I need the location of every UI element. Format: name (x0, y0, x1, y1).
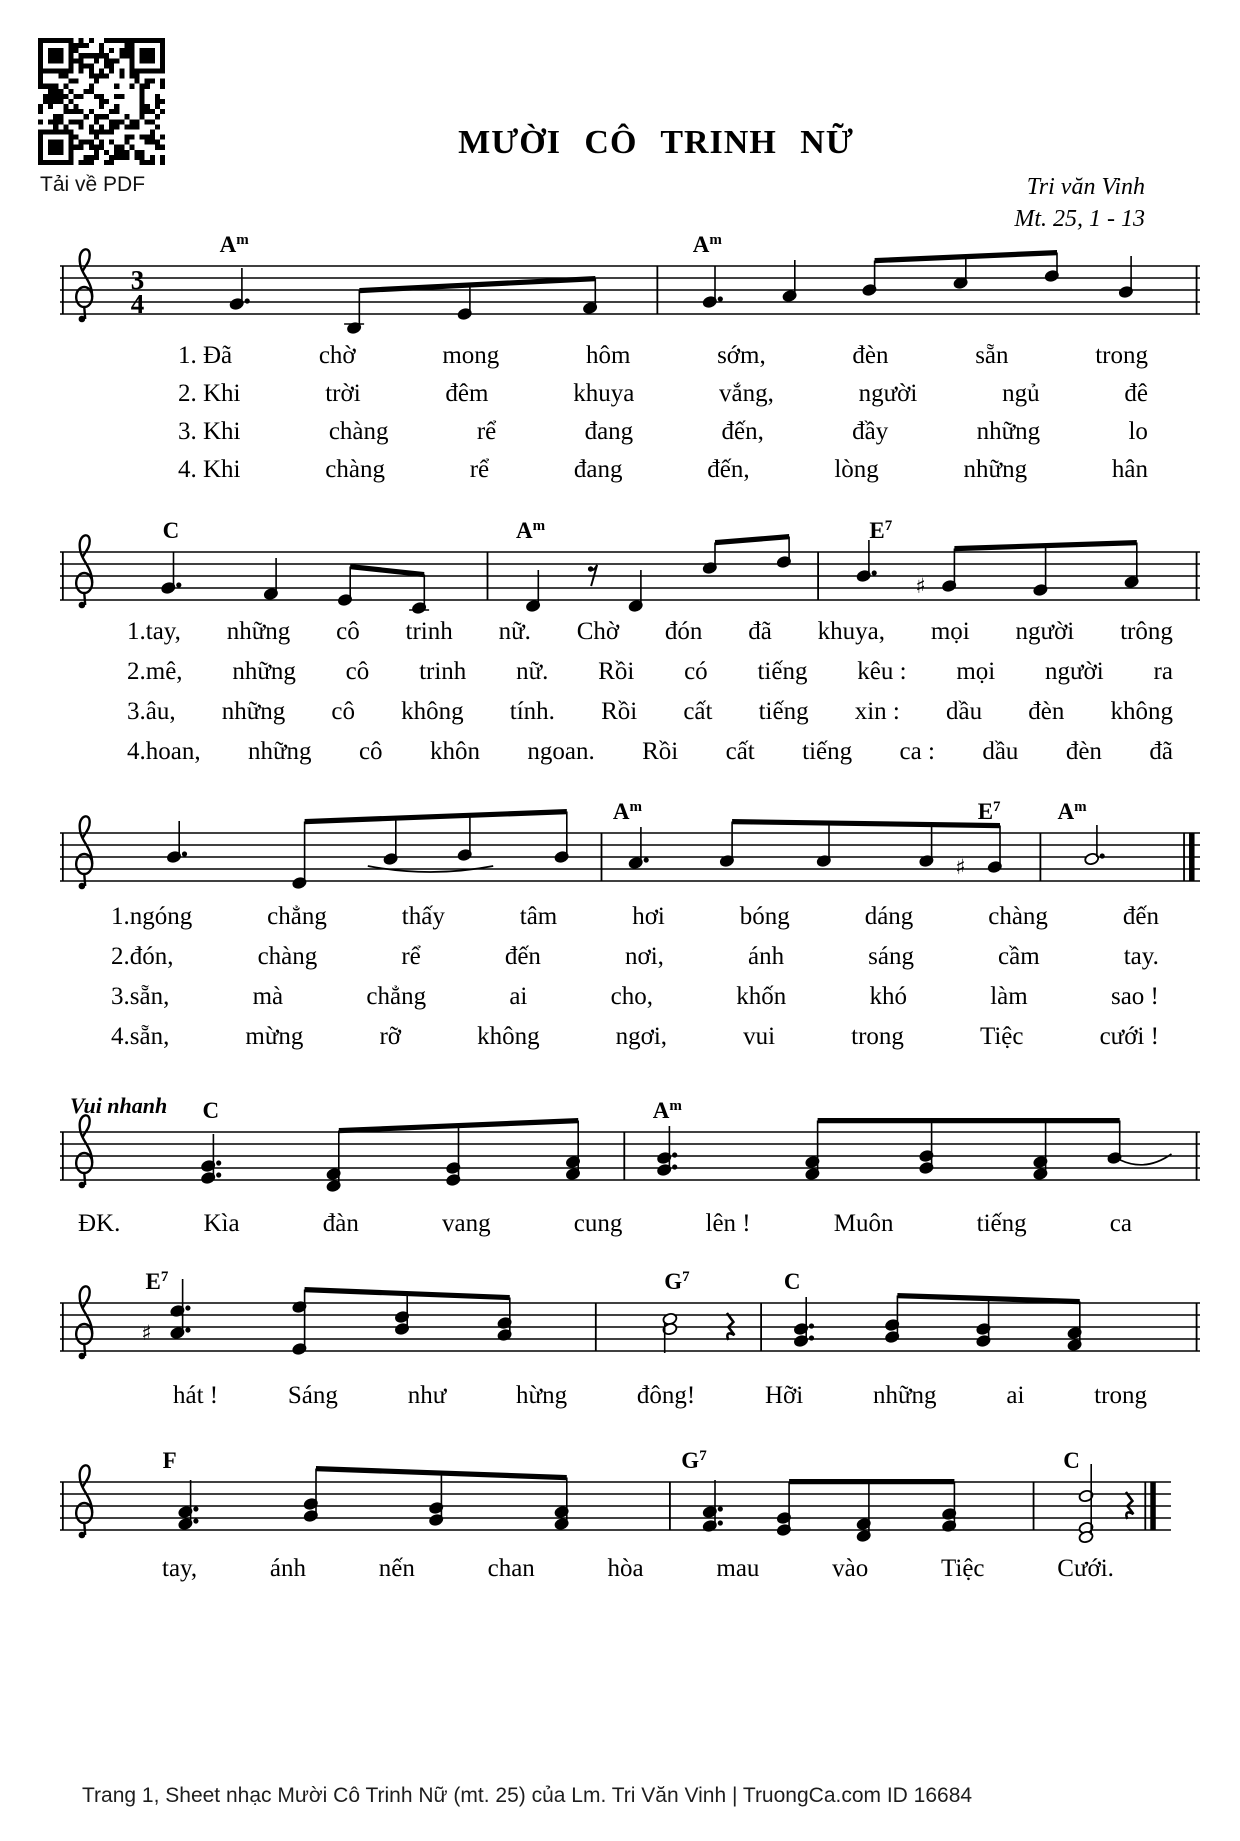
lyric-word: cho, (610, 983, 653, 1010)
lyric-word: kêu : (857, 658, 907, 685)
lyric-word: những (248, 738, 312, 765)
lyric-word: Rồi (598, 658, 635, 685)
footer-text: Trang 1, Sheet nhạc Mười Cô Trinh Nữ (mt. 25) của Lm. Tri Văn Vinh | TruongCa.com ID 16684 (82, 1784, 973, 1807)
lyric-word: cất (725, 738, 755, 765)
lyric-word: ra (1153, 658, 1173, 685)
lyric-word: chàng (325, 456, 385, 483)
lyric-word: ánh (269, 1555, 307, 1582)
lyric-word: hát ! (173, 1382, 219, 1409)
lyric-word: sẵn (975, 342, 1009, 369)
lyric-word: hân (1111, 456, 1148, 483)
lyric-word: mau (716, 1555, 760, 1582)
lyric-word: chẳng (267, 903, 327, 930)
lyric-word: hòa (607, 1555, 644, 1582)
lyric-word: 3.âu, (127, 698, 176, 725)
lyric-word: những (873, 1382, 937, 1409)
lyric-word: không (477, 1023, 540, 1050)
lyric-line (178, 342, 1148, 370)
lyric-word: sáng (868, 943, 914, 970)
lyric-word: đã (748, 618, 772, 645)
tempo-marking: Vui nhanh (70, 1093, 168, 1118)
lyric-line (127, 618, 1173, 646)
svg-text:♯: ♯ (955, 855, 966, 879)
lyric-word: rể (476, 418, 497, 445)
lyric-word: trong (1095, 342, 1148, 369)
lyric-word: tay. (1123, 943, 1159, 970)
lyric-word: vào (832, 1555, 869, 1582)
lyric-line (111, 983, 1159, 1011)
lyric-word: dầu (982, 738, 1019, 765)
lyric-word: đã (1149, 738, 1173, 765)
lyric-word: chờ (318, 342, 356, 369)
lyric-word: Rồi (601, 698, 638, 725)
scripture-reference: Mt. 25, 1 - 13 (1014, 206, 1145, 232)
lyric-word: 2. Khi (178, 380, 241, 407)
lyric-word: đang (573, 456, 623, 483)
lyric-word: những (976, 418, 1041, 445)
staff-notation (63, 534, 1197, 615)
lyric-line (178, 418, 1148, 446)
chord-label: C (162, 518, 180, 543)
lyric-word: ngơi, (615, 1023, 668, 1050)
lyric-word: tiếng (757, 658, 808, 685)
staff-notation (63, 1279, 1197, 1359)
lyric-word: người (1045, 658, 1104, 685)
lyric-word: 2.đón, (111, 943, 174, 970)
staff-system-4 (60, 1092, 1208, 1224)
lyric-line (178, 380, 1148, 408)
lyric-word: nữ. (516, 658, 549, 685)
lyric-word: 2.mê, (127, 658, 183, 685)
lyric-word: đêm (445, 380, 489, 407)
lyric-word: lên ! (705, 1210, 751, 1237)
lyric-word: ĐK. (78, 1210, 121, 1237)
lyric-word: đến, (721, 418, 764, 445)
lyric-word: Chờ (576, 618, 620, 645)
lyric-word: rỡ (379, 1023, 401, 1050)
staff-system-1 (60, 226, 1208, 358)
lyric-word: đến (1122, 903, 1159, 930)
lyric-word: Tiệc (941, 1555, 985, 1582)
lyric-word: cung (573, 1210, 623, 1237)
lyric-word: tay, (162, 1555, 198, 1582)
lyric-word: chan (487, 1555, 535, 1582)
lyric-word: tâm (519, 903, 558, 930)
lyric-word: 4.sẵn, (111, 1023, 170, 1050)
lyric-word: chàng (257, 943, 318, 970)
page-title: MƯỜI CÔ TRINH NỮ (458, 124, 854, 161)
lyric-word: mọi (956, 658, 996, 685)
lyric-word: ngoan. (527, 738, 595, 765)
lyric-word: ai (1006, 1382, 1025, 1409)
time-signature: 3 (130, 265, 145, 295)
chord-label: $A^m$ (692, 232, 722, 257)
lyric-word: ai (509, 983, 528, 1010)
lyric-word: 1.tay, (127, 618, 181, 645)
lyric-word: khôn (429, 738, 480, 765)
lyric-word: Rồi (642, 738, 679, 765)
download-pdf-label[interactable]: Tải về PDF (40, 173, 146, 196)
chord-label: $A^m$ (612, 799, 643, 824)
lyric-word: đèn (1028, 698, 1065, 725)
lyric-word: hừng (516, 1382, 568, 1409)
svg-text:♯: ♯ (915, 574, 926, 598)
chord-label: $A^m$ (652, 1098, 682, 1123)
lyric-word: cô (358, 738, 383, 765)
lyric-word: không (1110, 698, 1173, 725)
lyric-word: chẳng (366, 983, 427, 1010)
lyric-line (78, 1210, 1132, 1238)
lyric-word: ca (1109, 1210, 1132, 1237)
chord-label: $G^7$ (664, 1269, 690, 1294)
lyric-word: nến (378, 1555, 415, 1582)
lyric-word: như (407, 1382, 447, 1409)
composer-name: Tri văn Vinh (1026, 174, 1145, 200)
chord-label: $A^m$ (219, 232, 249, 257)
lyric-word: cô (331, 698, 356, 725)
lyric-line (162, 1555, 1114, 1583)
lyric-word: trinh (419, 658, 467, 685)
lyric-word: Hỡi (764, 1382, 804, 1409)
staff-notation (63, 1115, 1197, 1192)
lyric-word: Sáng (287, 1382, 338, 1409)
lyric-word: 3. Khi (178, 418, 241, 445)
staff-system-5 (60, 1263, 1208, 1395)
chord-label: $E^7$ (145, 1269, 169, 1294)
lyric-word: có (684, 658, 708, 685)
lyric-word: rể (469, 456, 490, 483)
chord-label: $A^m$ (1057, 799, 1087, 824)
lyric-word: tiếng (976, 1210, 1027, 1237)
lyric-word: ca : (899, 738, 935, 765)
lyric-word: vắng, (719, 380, 774, 407)
lyric-word: Muôn (833, 1210, 894, 1237)
lyric-word: cưới ! (1099, 1023, 1159, 1050)
lyric-word: khốn (736, 983, 787, 1010)
lyric-word: cầm (998, 943, 1040, 970)
lyric-word: xin : (854, 698, 900, 725)
lyric-line (127, 658, 1173, 686)
lyric-word: những (221, 698, 286, 725)
lyric-word: nữ. (498, 618, 531, 645)
lyric-word: cất (683, 698, 713, 725)
lyric-word: 4.hoan, (127, 738, 201, 765)
lyric-word: chàng (988, 903, 1048, 930)
lyric-word: mừng (245, 1023, 304, 1050)
lyric-line (173, 1382, 1147, 1410)
lyric-word: tiếng (802, 738, 853, 765)
lyric-word: những (226, 618, 291, 645)
lyric-line (178, 456, 1148, 484)
lyric-word: lòng (834, 456, 879, 483)
lyric-line (127, 698, 1173, 726)
lyric-word: đê (1124, 380, 1148, 407)
lyric-word: 1.ngóng (111, 903, 193, 930)
lyric-word: những (963, 456, 1028, 483)
chord-label: C (202, 1098, 220, 1123)
download-pdf-link[interactable] (38, 38, 165, 197)
lyric-word: dầu (945, 698, 983, 725)
lyric-word: thấy (401, 903, 445, 930)
lyric-word: đèn (1065, 738, 1102, 765)
qr-code[interactable] (38, 38, 165, 165)
lyric-word: những (232, 658, 296, 685)
chord-label: C (1063, 1448, 1080, 1473)
lyric-line (111, 943, 1159, 971)
staff-notation (63, 249, 1197, 334)
chord-label: C (783, 1269, 801, 1294)
lyric-word: vang (442, 1210, 491, 1237)
lyric-word: Kìa (203, 1210, 240, 1237)
lyric-word: 4. Khi (178, 456, 241, 483)
lyric-word: trời (325, 380, 361, 407)
lyric-word: cô (336, 618, 360, 645)
lyric-word: mà (252, 983, 284, 1010)
time-signature: 4 (130, 289, 145, 319)
chord-label: $A^m$ (516, 518, 546, 543)
chord-label: $E^7$ (869, 518, 893, 543)
lyric-line (127, 738, 1173, 766)
lyric-word: trong (1094, 1382, 1147, 1409)
lyric-word: bóng (739, 903, 790, 930)
lyric-word: khuya, (817, 618, 885, 645)
lyric-word: ánh (747, 943, 785, 970)
lyric-word: đàn (322, 1210, 359, 1237)
lyric-word: đón (664, 618, 703, 645)
lyric-word: hơi (632, 903, 665, 930)
lyric-word: đèn (852, 342, 889, 369)
lyric-word: 3.sẵn, (111, 983, 170, 1010)
lyric-word: vui (743, 1023, 776, 1050)
lyric-word: chàng (328, 418, 389, 445)
lyric-word: người (1015, 618, 1075, 645)
chord-label: $E^7$ (977, 799, 1001, 824)
lyric-word: người (858, 380, 918, 407)
lyric-word: mong (442, 342, 500, 369)
lyric-word: sớm, (717, 342, 766, 369)
lyric-word: khó (869, 983, 907, 1010)
lyric-word: đầy (852, 418, 889, 445)
lyric-word: rể (401, 943, 421, 970)
lyric-word: cô (345, 658, 370, 685)
chord-label: $G^7$ (681, 1448, 707, 1473)
staff-notation (63, 1464, 1156, 1544)
lyric-word: khuya (573, 380, 635, 407)
lyric-word: đang (584, 418, 634, 445)
lyric-word: đến, (707, 456, 750, 483)
lyric-word: đến (504, 943, 541, 970)
lyric-word: nơi, (624, 943, 664, 970)
lyric-word: không (401, 698, 464, 725)
lyric-word: Tiệc (979, 1023, 1024, 1050)
lyric-word: trinh (405, 618, 453, 645)
lyric-word: ngủ (1002, 380, 1040, 407)
svg-text:♯: ♯ (141, 1321, 152, 1345)
lyric-word: làm (990, 983, 1028, 1010)
lyric-word: tiếng (758, 698, 809, 725)
lyric-word: đông! (636, 1382, 696, 1409)
lyric-word: hôm (585, 342, 631, 369)
lyric-word: trông (1120, 618, 1173, 645)
lyric-word: lo (1128, 418, 1148, 445)
lyric-line (111, 903, 1159, 931)
lyric-word: sao ! (1110, 983, 1159, 1010)
lyric-word: trong (851, 1023, 904, 1050)
lyric-word: tính. (509, 698, 555, 725)
chord-label: F (162, 1448, 177, 1473)
lyric-word: dáng (864, 903, 914, 930)
lyric-line (111, 1023, 1159, 1051)
lyric-word: mọi (930, 618, 970, 645)
lyric-word: 1. Đã (178, 342, 233, 369)
lyric-word: Cưới. (1057, 1555, 1114, 1582)
